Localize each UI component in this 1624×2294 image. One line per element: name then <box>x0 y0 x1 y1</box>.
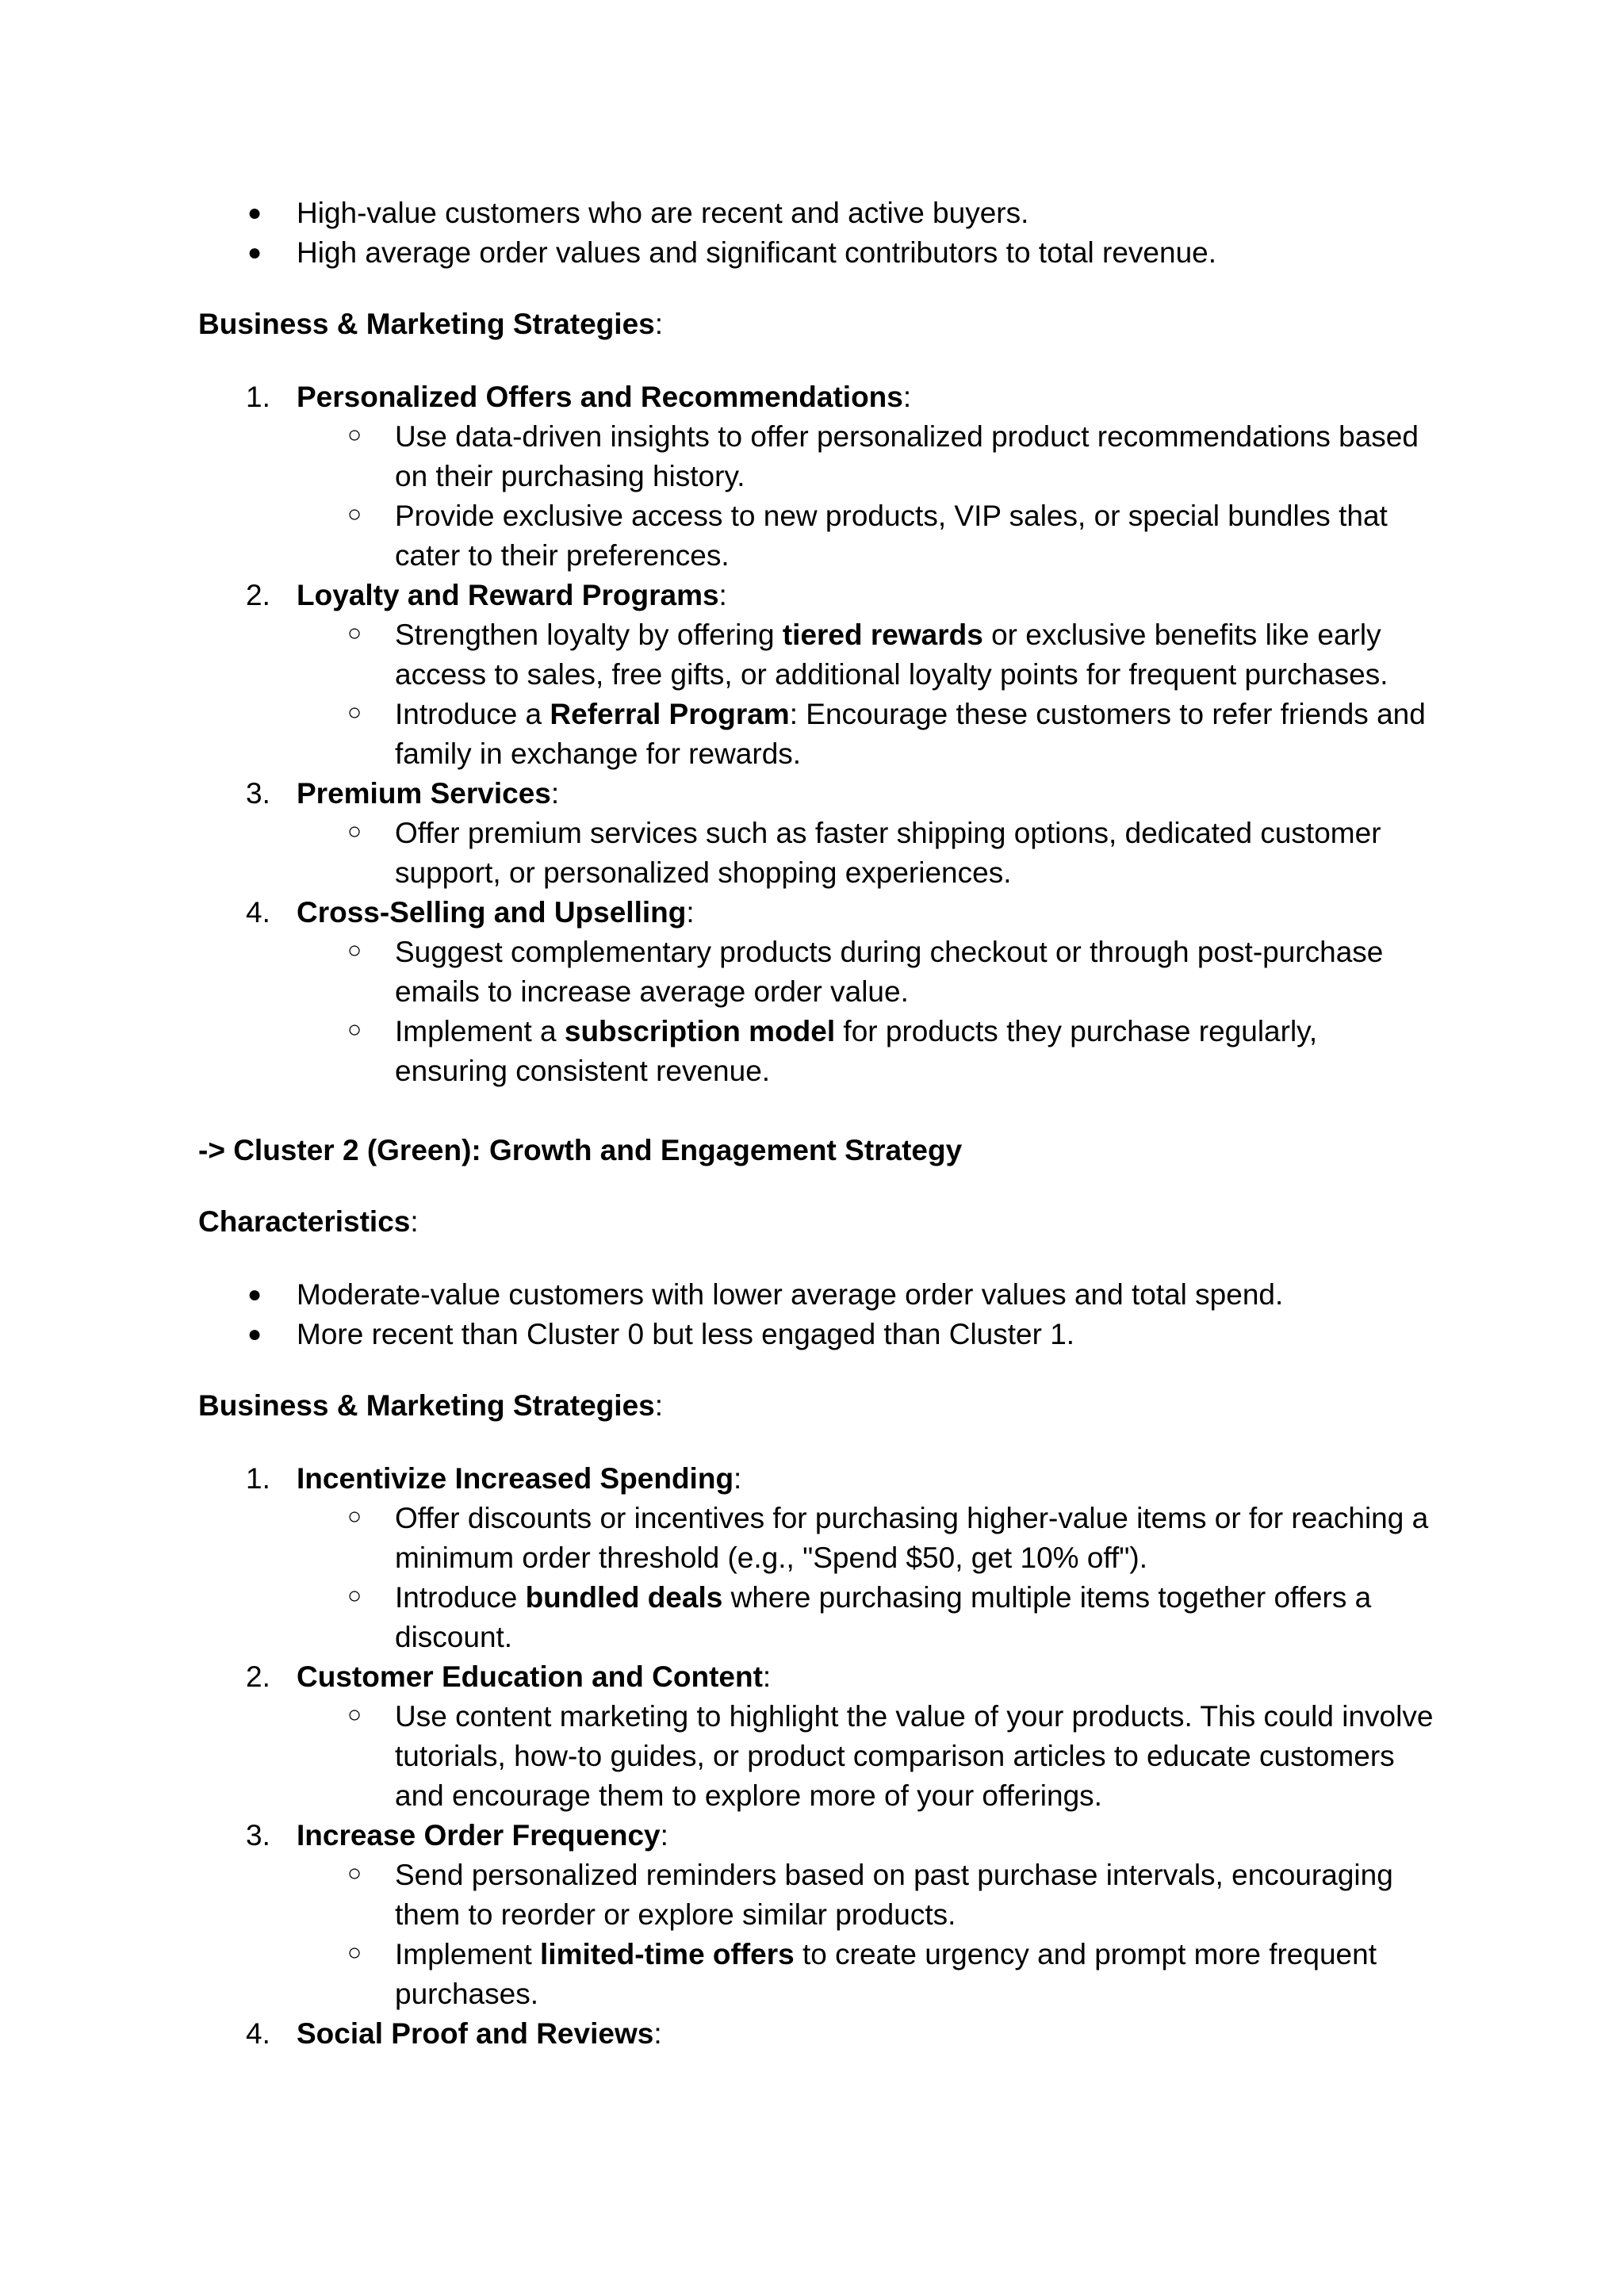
item-number: 2. <box>246 1660 270 1693</box>
document-body <box>198 193 1435 2054</box>
list-item: ○ Offer discounts or incentives for purchasing higher-value items or for reaching a minimum order threshold (e.g., "Spend $50, get 10% off"). <box>297 1499 1435 1578</box>
item-number: 4. <box>246 896 270 929</box>
strategy-item: 1. Personalized Offers and Recommendations: ○ Use data-driven insights to offer personalized product recommendations based on their purchasing history. ○ Provide exclusive access to new products, VIP sales, or special bundles that cater to their preferences. <box>198 377 1435 576</box>
strategy-title: Customer Education and Content <box>297 1660 763 1693</box>
strategy-title: Increase Order Frequency <box>297 1819 661 1852</box>
strategy-title: Cross-Selling and Upselling <box>297 896 687 929</box>
list-item: ○ Send personalized reminders based on past purchase intervals, encouraging them to reorder or explore similar products. <box>297 1855 1435 1935</box>
section-heading: Business & Marketing Strategies: <box>198 308 664 340</box>
strategy-title: Loyalty and Reward Programs <box>297 579 719 611</box>
sub-list <box>297 417 1435 576</box>
sub-list <box>297 933 1435 1091</box>
strategy-item: 4. Social Proof and Reviews: <box>198 2014 1435 2054</box>
strategy-item: 3. Increase Order Frequency: ○ Send personalized reminders based on past purchase intervals, encouraging them to reorder or explore similar products. ○ Implement limited-time offers to create urgency and prompt more frequent purchases. <box>198 1816 1435 2014</box>
list-item: ○ Use data-driven insights to offer personalized product recommendations based on their purchasing history. <box>297 417 1435 496</box>
item-number: 3. <box>246 1819 270 1852</box>
item-number: 1. <box>246 381 270 413</box>
strategy-item: 2. Loyalty and Reward Programs: ○ Strengthen loyalty by offering tiered rewards or exclusive benefits like early access to sales, free gifts, or additional loyalty points for frequent purchases. ○ Introduce a Referral Program: Encourage these customers to refer friends and family in exchange for rewards. <box>198 576 1435 774</box>
list-item: ○ Strengthen loyalty by offering tiered rewards or exclusive benefits like early access to sales, free gifts, or additional loyalty points for frequent purchases. <box>297 615 1435 695</box>
list-item: ● Moderate-value customers with lower average order values and total spend. <box>198 1275 1435 1315</box>
strategy-list-2 <box>198 1459 1435 2054</box>
list-item: ○ Offer premium services such as faster shipping options, dedicated customer support, or personalized shopping experiences. <box>297 814 1435 893</box>
list-item: ○ Suggest complementary products during checkout or through post-purchase emails to increase average order value. <box>297 933 1435 1012</box>
list-item: ○ Use content marketing to highlight the value of your products. This could involve tutorials, how-to guides, or product comparison articles to educate customers and encourage them to explore more of your offerings. <box>297 1697 1435 1816</box>
list-item: ● High average order values and significant contributors to total revenue. <box>198 233 1435 273</box>
strategy-title: Incentivize Increased Spending <box>297 1462 734 1495</box>
strategy-item: 2. Customer Education and Content: ○ Use content marketing to highlight the value of your products. This could involve tutorials, how-to guides, or product comparison articles to educate customers and encourage them to explore more of your offerings. <box>198 1657 1435 1816</box>
list-item: ○ Implement a subscription model for products they purchase regularly, ensuring consistent revenue. <box>297 1012 1435 1091</box>
characteristics-heading: Characteristics: <box>198 1205 419 1238</box>
list-item: ○ Introduce a Referral Program: Encourage these customers to refer friends and family in exchange for rewards. <box>297 695 1435 774</box>
cluster-title: -> Cluster 2 (Green): Growth and Engagement Strategy <box>198 1134 963 1166</box>
strategy-list-1 <box>198 377 1435 1091</box>
characteristics-list <box>198 1275 1435 1354</box>
section-heading: Business & Marketing Strategies: <box>198 1389 664 1422</box>
list-item: ● More recent than Cluster 0 but less engaged than Cluster 1. <box>198 1315 1435 1354</box>
strategy-item: 3. Premium Services: ○ Offer premium services such as faster shipping options, dedicated customer support, or personalized shopping experiences. <box>198 774 1435 893</box>
item-number: 1. <box>246 1462 270 1495</box>
strategy-item: 1. Incentivize Increased Spending: ○ Offer discounts or incentives for purchasing higher-value items or for reaching a minimum order threshold (e.g., "Spend $50, get 10% off"). ○ Introduce bundled deals where purchasing multiple items together offers a discount. <box>198 1459 1435 1657</box>
sub-list <box>297 615 1435 774</box>
list-item: ○ Implement limited-time offers to create urgency and prompt more frequent purchases. <box>297 1935 1435 2014</box>
item-number: 2. <box>246 579 270 611</box>
strategy-item: 4. Cross-Selling and Upselling: ○ Suggest complementary products during checkout or through post-purchase emails to increase average order value. ○ Implement a subscription model for products they purchase regularly, ensuring consistent revenue. <box>198 893 1435 1091</box>
item-number: 3. <box>246 777 270 810</box>
list-item: ○ Provide exclusive access to new products, VIP sales, or special bundles that cater to their preferences. <box>297 496 1435 576</box>
sub-list <box>297 1855 1435 2014</box>
strategy-title: Personalized Offers and Recommendations <box>297 381 903 413</box>
sub-list <box>297 1697 1435 1816</box>
list-item: ○ Introduce bundled deals where purchasing multiple items together offers a discount. <box>297 1578 1435 1657</box>
strategy-title: Premium Services <box>297 777 551 810</box>
intro-bullet-list <box>198 193 1435 273</box>
sub-list <box>297 1499 1435 1657</box>
sub-list <box>297 814 1435 893</box>
strategy-title: Social Proof and Reviews <box>297 2017 654 2050</box>
item-number: 4. <box>246 2017 270 2050</box>
list-item: ● High-value customers who are recent and active buyers. <box>198 193 1435 233</box>
